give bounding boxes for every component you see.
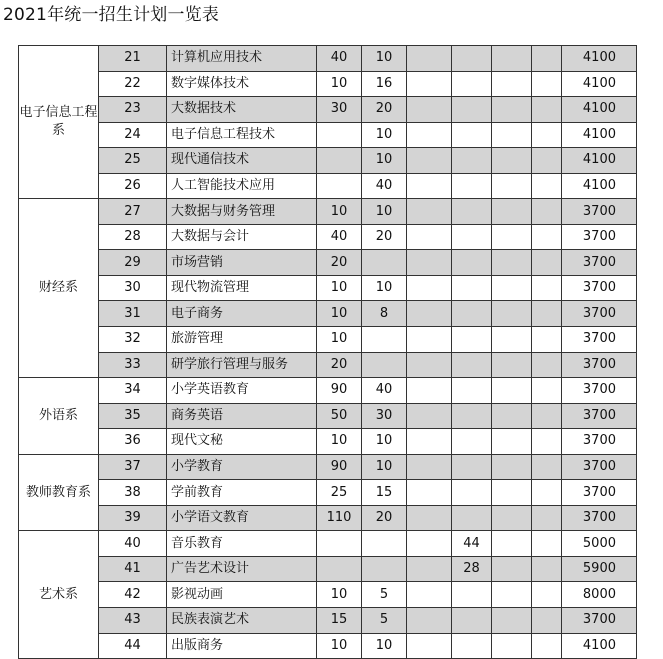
table-row bbox=[19, 582, 637, 608]
major-name-cell: 旅游管理 bbox=[167, 327, 317, 353]
empty-cell bbox=[407, 327, 452, 353]
tuition-fee-cell: 3700 bbox=[562, 480, 637, 506]
table-row bbox=[19, 301, 637, 327]
table-body bbox=[19, 46, 637, 659]
empty-cell bbox=[407, 301, 452, 327]
tuition-fee-cell: 3700 bbox=[562, 250, 637, 276]
quota-cell: 90 bbox=[317, 378, 362, 404]
tuition-fee-cell: 3700 bbox=[562, 608, 637, 634]
quota-cell: 10 bbox=[362, 199, 407, 225]
table-row bbox=[19, 531, 637, 557]
quota-cell: 10 bbox=[317, 199, 362, 225]
empty-cell bbox=[532, 275, 562, 301]
department-cell: 财经系 bbox=[19, 199, 99, 378]
empty-cell bbox=[492, 173, 532, 199]
empty-cell bbox=[532, 122, 562, 148]
empty-cell bbox=[407, 224, 452, 250]
table-row bbox=[19, 429, 637, 455]
empty-cell bbox=[492, 505, 532, 531]
major-number-cell: 21 bbox=[99, 46, 167, 72]
major-number-cell: 38 bbox=[99, 480, 167, 506]
quota-cell: 10 bbox=[317, 429, 362, 455]
tuition-fee-cell: 3700 bbox=[562, 429, 637, 455]
major-number-cell: 32 bbox=[99, 327, 167, 353]
quota-cell bbox=[452, 454, 492, 480]
empty-cell bbox=[532, 556, 562, 582]
empty-cell bbox=[407, 250, 452, 276]
quota-cell bbox=[362, 531, 407, 557]
empty-cell bbox=[492, 633, 532, 659]
quota-cell: 20 bbox=[317, 352, 362, 378]
quota-cell: 10 bbox=[317, 301, 362, 327]
quota-cell: 40 bbox=[317, 224, 362, 250]
empty-cell bbox=[532, 633, 562, 659]
quota-cell: 40 bbox=[317, 46, 362, 72]
quota-cell: 16 bbox=[362, 71, 407, 97]
quota-cell: 10 bbox=[317, 633, 362, 659]
major-name-cell: 人工智能技术应用 bbox=[167, 173, 317, 199]
table-row bbox=[19, 275, 637, 301]
empty-cell bbox=[407, 275, 452, 301]
quota-cell: 40 bbox=[362, 173, 407, 199]
tuition-fee-cell: 3700 bbox=[562, 275, 637, 301]
tuition-fee-cell: 5900 bbox=[562, 556, 637, 582]
empty-cell bbox=[492, 429, 532, 455]
department-cell: 艺术系 bbox=[19, 531, 99, 659]
empty-cell bbox=[407, 633, 452, 659]
tuition-fee-cell: 4100 bbox=[562, 122, 637, 148]
department-cell: 教师教育系 bbox=[19, 454, 99, 531]
empty-cell bbox=[407, 531, 452, 557]
quota-cell bbox=[317, 173, 362, 199]
tuition-fee-cell: 8000 bbox=[562, 582, 637, 608]
major-name-cell: 大数据与会计 bbox=[167, 224, 317, 250]
empty-cell bbox=[492, 480, 532, 506]
quota-cell: 10 bbox=[317, 71, 362, 97]
table-row bbox=[19, 250, 637, 276]
major-number-cell: 31 bbox=[99, 301, 167, 327]
empty-cell bbox=[492, 608, 532, 634]
quota-cell: 10 bbox=[317, 327, 362, 353]
tuition-fee-cell: 3700 bbox=[562, 301, 637, 327]
tuition-fee-cell: 3700 bbox=[562, 224, 637, 250]
empty-cell bbox=[532, 480, 562, 506]
table-row bbox=[19, 352, 637, 378]
quota-cell: 15 bbox=[362, 480, 407, 506]
department-cell: 电子信息工程系 bbox=[19, 46, 99, 199]
major-name-cell: 民族表演艺术 bbox=[167, 608, 317, 634]
empty-cell bbox=[492, 582, 532, 608]
empty-cell bbox=[532, 531, 562, 557]
quota-cell: 5 bbox=[362, 582, 407, 608]
empty-cell bbox=[532, 71, 562, 97]
quota-cell: 10 bbox=[362, 148, 407, 174]
quota-cell: 10 bbox=[362, 46, 407, 72]
tuition-fee-cell: 3700 bbox=[562, 352, 637, 378]
enrollment-plan-table bbox=[18, 45, 637, 659]
major-name-cell: 现代文秘 bbox=[167, 429, 317, 455]
quota-cell bbox=[317, 531, 362, 557]
major-number-cell: 34 bbox=[99, 378, 167, 404]
empty-cell bbox=[492, 97, 532, 123]
empty-cell bbox=[407, 148, 452, 174]
quota-cell: 8 bbox=[362, 301, 407, 327]
empty-cell bbox=[532, 352, 562, 378]
quota-cell bbox=[452, 71, 492, 97]
empty-cell bbox=[407, 199, 452, 225]
quota-cell: 10 bbox=[362, 633, 407, 659]
major-name-cell: 影视动画 bbox=[167, 582, 317, 608]
quota-cell bbox=[362, 250, 407, 276]
table-row bbox=[19, 608, 637, 634]
quota-cell: 10 bbox=[362, 275, 407, 301]
major-name-cell: 现代通信技术 bbox=[167, 148, 317, 174]
major-number-cell: 41 bbox=[99, 556, 167, 582]
table-row bbox=[19, 224, 637, 250]
major-number-cell: 36 bbox=[99, 429, 167, 455]
quota-cell: 10 bbox=[362, 429, 407, 455]
quota-cell: 10 bbox=[317, 582, 362, 608]
empty-cell bbox=[492, 454, 532, 480]
quota-cell bbox=[452, 46, 492, 72]
major-number-cell: 43 bbox=[99, 608, 167, 634]
quota-cell bbox=[452, 480, 492, 506]
major-name-cell: 小学教育 bbox=[167, 454, 317, 480]
major-number-cell: 42 bbox=[99, 582, 167, 608]
empty-cell bbox=[407, 582, 452, 608]
quota-cell bbox=[452, 148, 492, 174]
empty-cell bbox=[407, 46, 452, 72]
quota-cell bbox=[452, 97, 492, 123]
major-number-cell: 23 bbox=[99, 97, 167, 123]
quota-cell bbox=[452, 403, 492, 429]
empty-cell bbox=[407, 403, 452, 429]
quota-cell bbox=[452, 173, 492, 199]
table-row bbox=[19, 378, 637, 404]
major-name-cell: 商务英语 bbox=[167, 403, 317, 429]
quota-cell bbox=[452, 505, 492, 531]
quota-cell bbox=[362, 327, 407, 353]
empty-cell bbox=[492, 199, 532, 225]
empty-cell bbox=[492, 301, 532, 327]
empty-cell bbox=[532, 403, 562, 429]
major-name-cell: 电子商务 bbox=[167, 301, 317, 327]
tuition-fee-cell: 4100 bbox=[562, 148, 637, 174]
quota-cell: 20 bbox=[362, 224, 407, 250]
quota-cell: 40 bbox=[362, 378, 407, 404]
empty-cell bbox=[532, 454, 562, 480]
quota-cell: 110 bbox=[317, 505, 362, 531]
quota-cell bbox=[452, 250, 492, 276]
quota-cell bbox=[452, 301, 492, 327]
table-row bbox=[19, 327, 637, 353]
quota-cell bbox=[452, 275, 492, 301]
empty-cell bbox=[492, 71, 532, 97]
major-name-cell: 研学旅行管理与服务 bbox=[167, 352, 317, 378]
empty-cell bbox=[492, 275, 532, 301]
quota-cell bbox=[317, 556, 362, 582]
empty-cell bbox=[492, 556, 532, 582]
quota-cell: 28 bbox=[452, 556, 492, 582]
tuition-fee-cell: 3700 bbox=[562, 454, 637, 480]
table-row bbox=[19, 633, 637, 659]
empty-cell bbox=[532, 173, 562, 199]
empty-cell bbox=[407, 556, 452, 582]
tuition-fee-cell: 4100 bbox=[562, 633, 637, 659]
empty-cell bbox=[532, 608, 562, 634]
major-name-cell: 现代物流管理 bbox=[167, 275, 317, 301]
tuition-fee-cell: 4100 bbox=[562, 97, 637, 123]
quota-cell: 5 bbox=[362, 608, 407, 634]
quota-cell: 10 bbox=[317, 275, 362, 301]
quota-cell: 90 bbox=[317, 454, 362, 480]
empty-cell bbox=[532, 582, 562, 608]
empty-cell bbox=[407, 173, 452, 199]
tuition-fee-cell: 3700 bbox=[562, 505, 637, 531]
quota-cell bbox=[452, 429, 492, 455]
quota-cell bbox=[452, 633, 492, 659]
quota-cell: 20 bbox=[362, 97, 407, 123]
major-number-cell: 33 bbox=[99, 352, 167, 378]
major-number-cell: 27 bbox=[99, 199, 167, 225]
major-number-cell: 35 bbox=[99, 403, 167, 429]
major-name-cell: 出版商务 bbox=[167, 633, 317, 659]
table-row bbox=[19, 148, 637, 174]
tuition-fee-cell: 3700 bbox=[562, 378, 637, 404]
tuition-fee-cell: 3700 bbox=[562, 327, 637, 353]
quota-cell: 30 bbox=[362, 403, 407, 429]
empty-cell bbox=[492, 250, 532, 276]
major-number-cell: 26 bbox=[99, 173, 167, 199]
table-row bbox=[19, 454, 637, 480]
quota-cell: 10 bbox=[362, 122, 407, 148]
empty-cell bbox=[492, 531, 532, 557]
major-name-cell: 数字媒体技术 bbox=[167, 71, 317, 97]
tuition-fee-cell: 3700 bbox=[562, 199, 637, 225]
major-number-cell: 25 bbox=[99, 148, 167, 174]
table-row bbox=[19, 505, 637, 531]
table-row bbox=[19, 71, 637, 97]
table-row bbox=[19, 97, 637, 123]
empty-cell bbox=[407, 97, 452, 123]
empty-cell bbox=[407, 454, 452, 480]
quota-cell bbox=[317, 148, 362, 174]
tuition-fee-cell: 4100 bbox=[562, 71, 637, 97]
table-row bbox=[19, 556, 637, 582]
page-title: 2021年统一招生计划一览表 bbox=[3, 5, 220, 25]
major-name-cell: 电子信息工程技术 bbox=[167, 122, 317, 148]
quota-cell bbox=[452, 199, 492, 225]
major-number-cell: 30 bbox=[99, 275, 167, 301]
tuition-fee-cell: 5000 bbox=[562, 531, 637, 557]
quota-cell: 20 bbox=[317, 250, 362, 276]
empty-cell bbox=[532, 97, 562, 123]
empty-cell bbox=[492, 46, 532, 72]
empty-cell bbox=[407, 608, 452, 634]
empty-cell bbox=[407, 480, 452, 506]
quota-cell bbox=[452, 352, 492, 378]
empty-cell bbox=[407, 122, 452, 148]
empty-cell bbox=[532, 301, 562, 327]
empty-cell bbox=[532, 148, 562, 174]
empty-cell bbox=[492, 378, 532, 404]
table-row bbox=[19, 122, 637, 148]
quota-cell: 20 bbox=[362, 505, 407, 531]
major-name-cell: 音乐教育 bbox=[167, 531, 317, 557]
table-row bbox=[19, 480, 637, 506]
quota-cell bbox=[452, 608, 492, 634]
quota-cell bbox=[452, 378, 492, 404]
empty-cell bbox=[532, 199, 562, 225]
table-row bbox=[19, 173, 637, 199]
table-row bbox=[19, 46, 637, 72]
tuition-fee-cell: 3700 bbox=[562, 403, 637, 429]
empty-cell bbox=[532, 429, 562, 455]
major-name-cell: 计算机应用技术 bbox=[167, 46, 317, 72]
empty-cell bbox=[407, 378, 452, 404]
empty-cell bbox=[407, 352, 452, 378]
empty-cell bbox=[492, 148, 532, 174]
quota-cell: 50 bbox=[317, 403, 362, 429]
quota-cell: 10 bbox=[362, 454, 407, 480]
major-name-cell: 学前教育 bbox=[167, 480, 317, 506]
department-cell: 外语系 bbox=[19, 378, 99, 455]
quota-cell bbox=[452, 224, 492, 250]
major-number-cell: 37 bbox=[99, 454, 167, 480]
empty-cell bbox=[492, 403, 532, 429]
empty-cell bbox=[492, 122, 532, 148]
empty-cell bbox=[492, 327, 532, 353]
major-name-cell: 广告艺术设计 bbox=[167, 556, 317, 582]
major-name-cell: 大数据与财务管理 bbox=[167, 199, 317, 225]
quota-cell bbox=[362, 556, 407, 582]
major-number-cell: 40 bbox=[99, 531, 167, 557]
quota-cell: 30 bbox=[317, 97, 362, 123]
empty-cell bbox=[492, 352, 532, 378]
major-name-cell: 市场营销 bbox=[167, 250, 317, 276]
quota-cell bbox=[452, 582, 492, 608]
major-number-cell: 29 bbox=[99, 250, 167, 276]
quota-cell bbox=[452, 327, 492, 353]
empty-cell bbox=[532, 224, 562, 250]
empty-cell bbox=[532, 46, 562, 72]
empty-cell bbox=[407, 429, 452, 455]
major-number-cell: 24 bbox=[99, 122, 167, 148]
empty-cell bbox=[492, 224, 532, 250]
quota-cell bbox=[317, 122, 362, 148]
tuition-fee-cell: 4100 bbox=[562, 46, 637, 72]
quota-cell: 25 bbox=[317, 480, 362, 506]
empty-cell bbox=[532, 378, 562, 404]
empty-cell bbox=[407, 505, 452, 531]
major-name-cell: 小学语文教育 bbox=[167, 505, 317, 531]
quota-cell bbox=[452, 122, 492, 148]
major-number-cell: 28 bbox=[99, 224, 167, 250]
major-number-cell: 22 bbox=[99, 71, 167, 97]
quota-cell: 15 bbox=[317, 608, 362, 634]
major-number-cell: 44 bbox=[99, 633, 167, 659]
quota-cell: 44 bbox=[452, 531, 492, 557]
major-name-cell: 大数据技术 bbox=[167, 97, 317, 123]
major-number-cell: 39 bbox=[99, 505, 167, 531]
empty-cell bbox=[532, 250, 562, 276]
major-name-cell: 小学英语教育 bbox=[167, 378, 317, 404]
quota-cell bbox=[362, 352, 407, 378]
tuition-fee-cell: 4100 bbox=[562, 173, 637, 199]
empty-cell bbox=[532, 505, 562, 531]
empty-cell bbox=[407, 71, 452, 97]
table-row bbox=[19, 403, 637, 429]
empty-cell bbox=[532, 327, 562, 353]
table-row bbox=[19, 199, 637, 225]
